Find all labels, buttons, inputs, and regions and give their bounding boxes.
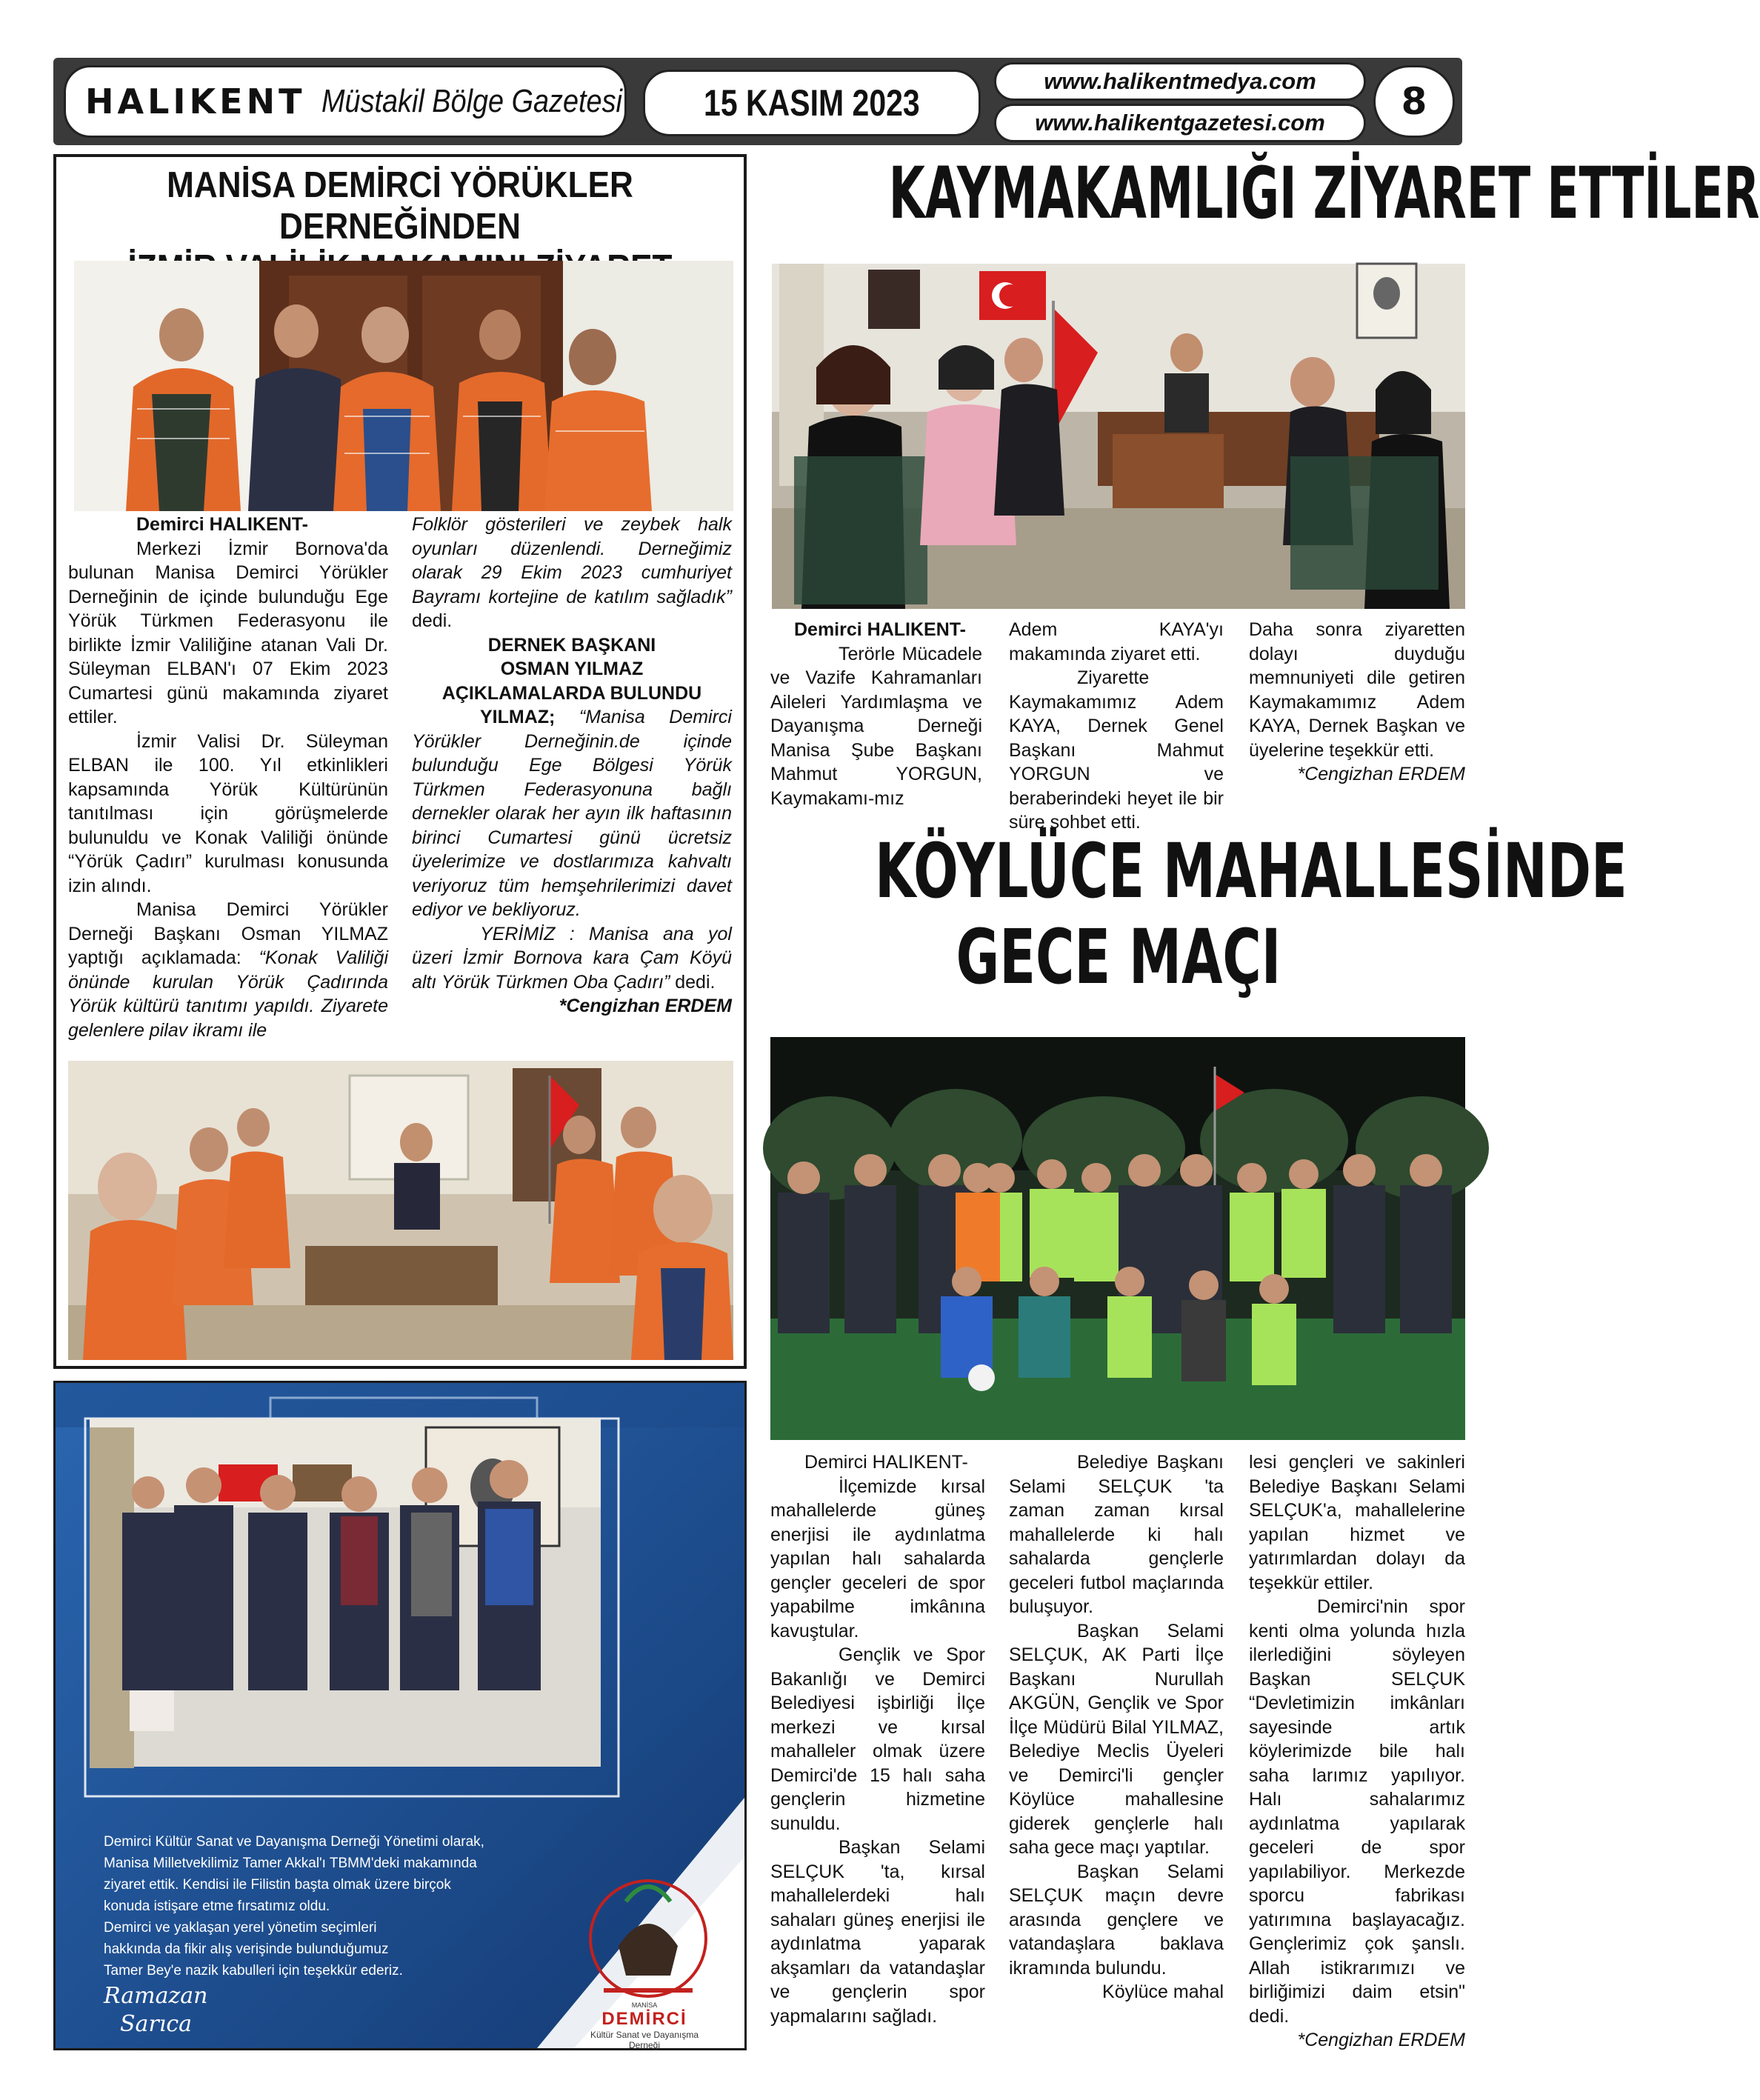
website-link-1[interactable] [994, 62, 1366, 101]
paragraph: Adem KAYA'yı makamında ziyaret etti. [1009, 619, 1224, 664]
signature: *Cengizhan ERDEM [1297, 2030, 1465, 2050]
quote-italic: “Konak Valiliği önünde kurulan Yörük Çadırında Yörük kültürü tanıtımı yapıldı. Ziyarete gelenlere pilav ikramı ile [68, 947, 389, 1041]
ad-text-line: konuda istişare etme fırsatımız oldu. [104, 1899, 330, 1914]
page-number [1373, 65, 1455, 138]
paragraph-plain: dedi. [670, 971, 716, 993]
signature: *Cengizhan ERDEM [1297, 764, 1465, 784]
paragraph: Köylüce mahal [1102, 1981, 1224, 2002]
article-yorukler-col1 [68, 513, 388, 1042]
photo-vali-handshake [74, 261, 733, 511]
ad-text-line: Demirci Kültür Sanat ve Dayanışma Derneği Yönetimi olarak, [104, 1834, 484, 1850]
paragraph: Başkan Selami SELÇUK 'ta, kırsal mahallelerdeki halı sahaları güneş enerjisi ile aydınlatma yaparak akşamları da vatandaşlar ve gençlerin spor yapmalarını sağladı. [770, 1837, 985, 2027]
photo-night-football [770, 1037, 1465, 1440]
photo-kaymakam-office [772, 264, 1465, 609]
paragraph [68, 898, 388, 1042]
photo-vali-handshake-image [74, 261, 733, 511]
headline-gece-maci-line2: GECE MAÇI [956, 913, 1281, 1001]
paragraph: İzmir Valisi Dr. Süleyman ELBAN ile 100. Yıl etkinlikleri kapsamında Yörük Kültürünün tanıtılması için görüşmelerde bulunuldu ve Konak Valiliği önünde “Yörük Çadırı” kurulması konusunda izin alındı. [68, 730, 388, 896]
paragraph [412, 513, 732, 633]
logo-name: DEMİRCİ [601, 2009, 687, 2029]
issue-date [643, 70, 981, 136]
quote-italic: “Manisa Demirci Yörükler Derneğinin.de içinde bulunduğu Ege Bölgesi Yörük Türkmen Federasyonuna bağlı dernekler olarak her ayın ilk haftasının birinci Cumartesi günü ücretsiz üyelerimize ve dostlarımıza kahvaltı veriyoruz tüm hemşehrilerimizi davet ediyor ve bekliyoruz. [412, 707, 732, 920]
paragraph: İlçemizde kırsal mahallelerde güneş enerjisi ile aydınlatma yapılan halı sahalarda gençler geceleri de spor yapabilme imkânına kavuştular. [770, 1476, 985, 1641]
paragraph: Terörle Mücadele ve Vazife Kahramanları Aileleri Yardımlaşma ve Dayanışma Derneği Manisa Şube Başkanı Mahmut YORGUN, Kaymakamı-mız [770, 643, 982, 809]
paragraph: Gençlik ve Spor Bakanlığı ve Demirci Belediyesi işbirliği İlçe merkezi ve kırsal mahalleler olmak üzere Demirci'de 15 halı saha gençlerin hizmetine sunuldu. [770, 1644, 985, 1834]
article-kaymakam-col2 [1009, 618, 1224, 835]
website-1-text: www.halikentmedya.com [1044, 68, 1316, 94]
website-2-text: www.halikentgazetesi.com [1035, 110, 1325, 136]
article-yorukler-col2 [412, 513, 732, 1019]
paragraph [412, 922, 732, 995]
headline-kaymakamlik: KAYMAKAMLIĞI ZİYARET ETTİLER [888, 152, 1760, 235]
article-gece-col2 [1009, 1450, 1224, 2004]
photo-vali-meeting-image [68, 1061, 733, 1360]
masthead-bar [53, 58, 1462, 145]
page-number-text: 8 [1401, 80, 1427, 123]
subhead: OSMAN YILMAZ [500, 659, 644, 679]
ad-text-line: Tamer Bey'e nazik kabulleri için teşekkür ederiz. [104, 1963, 403, 1979]
paragraph: Demirci'nin spor kenti olma yolunda hızla ilerlediğini söyleyen Başkan SELÇUK “Devletimizin imkânları sayesinde artık köylerimizde bile halı saha larımız yapılıyor. Halı sahalarımız aydınlatma yapılarak geceleri de spor yapılabiliyor. Merkezde sporcu fabrikası yatırımına başlayacağız. Gençlerimiz çok şanslı. Allah istikrarımızı ve birliğimizi daim etsin" dedi. [1249, 1596, 1465, 2027]
article-gece-col1 [770, 1450, 985, 2028]
photo-kaymakam-office-image [772, 264, 1465, 609]
headline-gece-maci-line1: KÖYLÜCE MAHALLESİNDE [875, 827, 1627, 916]
paragraph-plain: dedi. [412, 610, 453, 631]
brand-name: HALIKENT [85, 81, 306, 121]
brand-subtitle: Müstakil Bölge Gazetesi [321, 83, 623, 119]
paragraph: Başkan Selami SELÇUK, AK Parti İlçe Başkanı Nurullah AKGÜN, Gençlik ve Spor İlçe Müdürü Bilal YILMAZ, Belediye Meclis Üyeleri ve Demirci'li gençler Köylüce mahallesine giderek gençlerle halı saha gece maçı yaptılar. [1009, 1620, 1224, 1858]
paragraph: Başkan Selami SELÇUK maçın devre arasında gençlere ve vatandaşlara baklava ikramında bulundu. [1009, 1861, 1224, 1979]
paragraph-plain: Manisa Demirci Yörükler Derneği Başkanı Osman YILMAZ yaptığı açıklamada: [68, 899, 388, 968]
quote-italic: Folklör gösterileri ve zeybek halk oyunları düzenlendi. Derneğimiz olarak 29 Ekim 2023 cumhuriyet Bayramı kortejine de katılım sağladık” [412, 514, 732, 607]
dateline-gece: Demirci HALIKENT- [804, 1452, 968, 1473]
paragraph [412, 705, 732, 922]
headline-yorukler-line1: MANİSA DEMİRCİ YÖRÜKLER DERNEĞİNDEN [167, 165, 633, 247]
logo-top-text: MANİSA [631, 2001, 658, 2009]
quote-italic: YERİMİZ : Manisa ana yol üzeri İzmir Bornova kara Çam Köyü altı Yörük Türkmen Oba Çadırı” [412, 923, 732, 993]
paragraph: Merkezi İzmir Bornova'da bulunan Manisa Demirci Yörükler Derneğinin de içinde bulunduğu Ege Yörük Türkmen Federasyonu ile birlikte İzmir Valiliğine atanan Vali Dr. Süleyman ELBAN'ı 07 Ekim 2023 Cumartesi günü makamında ziyaret ettiler. [68, 538, 388, 727]
subhead-inline: YILMAZ; [480, 707, 579, 727]
paragraph: Belediye Başkanı Selami SELÇUK 'ta zaman zaman kırsal mahallelerde ki halı sahalarda gençlerle geceleri futbol maçlarında buluşuyor. [1009, 1452, 1224, 1617]
article-gece-col3 [1249, 1450, 1465, 2053]
signature: *Cengizhan ERDEM [559, 996, 732, 1016]
ad-message [104, 1831, 578, 1981]
article-kaymakam-col3 [1249, 618, 1465, 787]
article-kaymakam-col1 [770, 618, 982, 810]
ad-signature-last: Sarıca [120, 2011, 193, 2037]
ad-text-line: Demirci ve yaklaşan yerel yönetim seçimleri [104, 1920, 377, 1936]
ad-text-line: hakkında da fikir alış verişinde bulunduğumuz [104, 1941, 389, 1957]
paragraph: Daha sonra ziyaretten dolayı duyduğu memnuniyeti dile getiren Kaymakamımız Adem KAYA, Dernek Başkan ve üyelerine teşekkür etti. [1249, 619, 1465, 761]
photo-night-football-image [770, 1037, 1465, 1440]
dateline-kaymakam: Demirci HALIKENT- [794, 619, 966, 640]
website-link-2[interactable] [994, 104, 1366, 142]
logo-subtitle: Kültür Sanat ve Dayanışma Derneği [590, 2030, 699, 2050]
subhead: DERNEK BAŞKANI [487, 634, 656, 656]
ad-signature-first: Ramazan [104, 1983, 208, 2009]
issue-date-text: 15 KASIM 2023 [704, 82, 920, 124]
photo-vali-meeting [68, 1061, 733, 1360]
subhead: AÇIKLAMALARDA BULUNDU [441, 682, 702, 704]
paragraph: Ziyarette Kaymakamımız Adem KAYA, Dernek Genel Başkanı Mahmut YORGUN ve beraberindeki heyet ile bir süre sohbet etti. [1009, 667, 1224, 833]
masthead-title [64, 65, 627, 138]
dateline-yorukler: Demirci HALIKENT- [136, 514, 308, 535]
paragraph: lesi gençleri ve sakinleri Belediye Başkanı Selami SELÇUK'a, mahallelerine yapılan hizmet ve yatırımlardan dolayı da teşekkür ettiler. [1249, 1452, 1465, 1593]
ad-text-line: Manisa Milletvekilimiz Tamer Akkal'ı TBMM'deki makamında [104, 1856, 477, 1871]
ad-text-line: ziyaret ettik. Kendisi ile Filistin başta olmak üzere birçok [104, 1877, 451, 1893]
